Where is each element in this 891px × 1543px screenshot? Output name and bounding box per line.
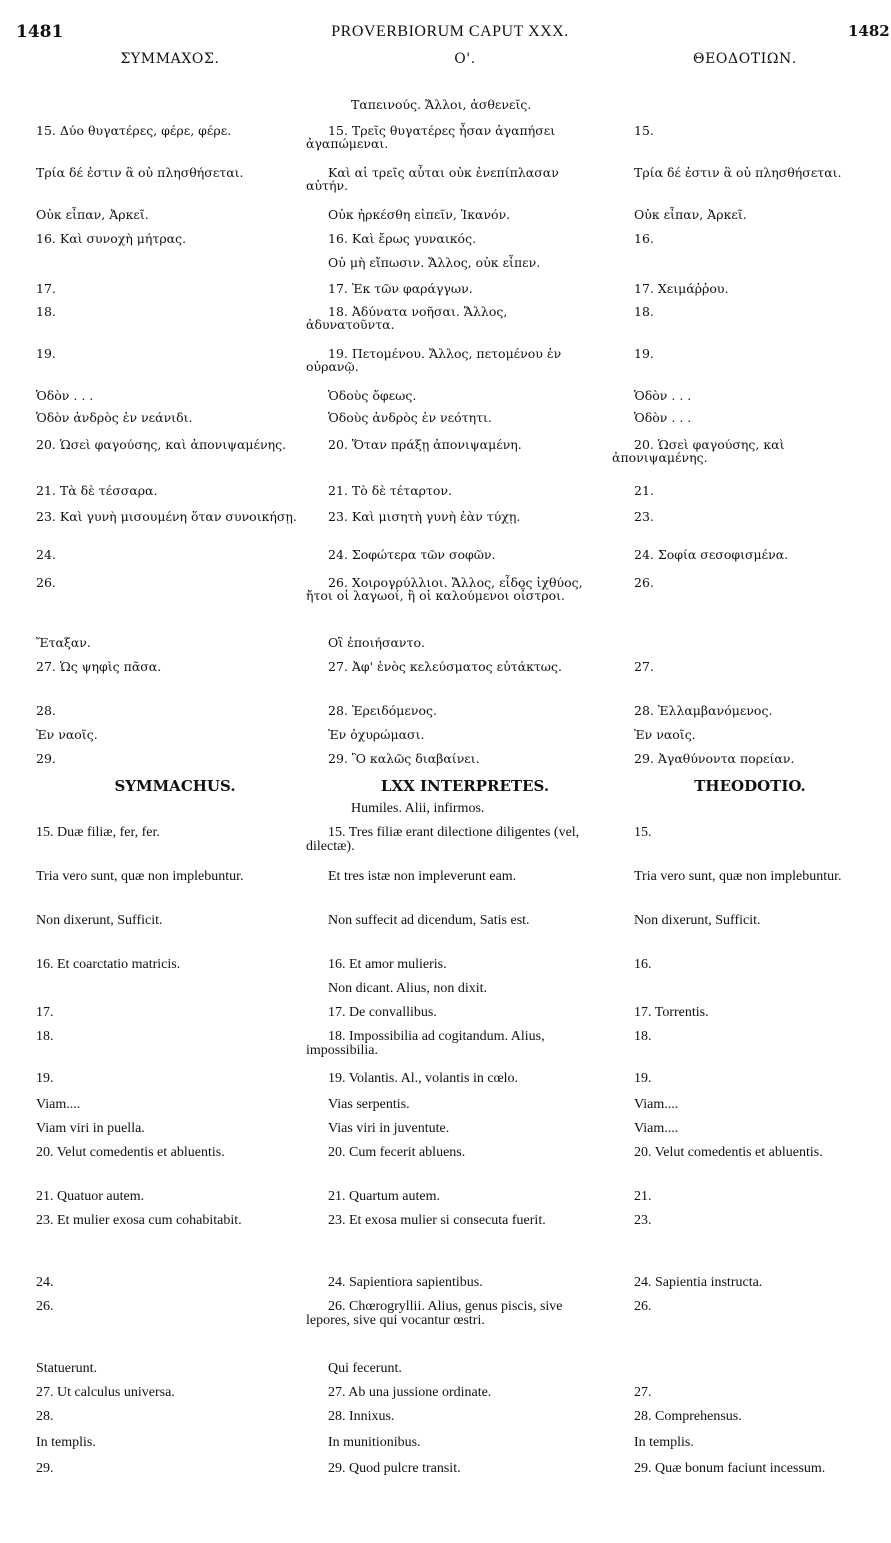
greek-theodotion-verse: Οὐκ εἶπαν, Ἀρκεῖ. <box>634 207 747 222</box>
greek-symmachus-verse: 24. <box>36 547 56 562</box>
latin-lxx-verse: 19. Volantis. Al., volantis in cœlo. <box>328 1071 519 1086</box>
latin-symmachus-verse: 18. <box>36 1029 54 1044</box>
latin-lxx-verse: 21. Quartum autem. <box>328 1189 440 1204</box>
latin-theodotion-verse: 17. Torrentis. <box>634 1005 709 1020</box>
latin-symmachus-verse: 23. Et mulier exosa cum cohabitabit. <box>36 1213 242 1228</box>
latin-theodotion-verse: 27. <box>634 1385 652 1400</box>
latin-lxx-verse: Vias viri in juventute. <box>328 1121 450 1136</box>
greek-theodotion-verse: 19. <box>634 346 654 361</box>
greek-lxx-verse: Οὐκ ἠρκέσθη εἰπεῖν, Ἱκανόν. <box>328 207 511 222</box>
latin-symmachus-verse: 15. Duæ filiæ, fer, fer. <box>36 825 160 840</box>
latin-lxx-verse: 17. De convallibus. <box>328 1005 437 1020</box>
latin-symmachus-verse: 17. <box>36 1005 54 1020</box>
latin-symmachus-verse: 29. <box>36 1461 54 1476</box>
greek-symmachus-verse: 16. Καὶ συνοχὴ μήτρας. <box>36 231 187 246</box>
latin-head-symmachus: SYMMACHUS. <box>114 777 236 795</box>
latin-lxx-verse: 24. Sapientiora sapientibus. <box>328 1275 483 1290</box>
latin-lxx-verse: Vias serpentis. <box>328 1097 410 1112</box>
greek-lxx-verse: 20. Ὅταν πράξῃ ἀπονιψαμένη. <box>328 437 522 452</box>
greek-symmachus-verse: 18. <box>36 304 56 319</box>
latin-symmachus-verse: 26. <box>36 1299 54 1314</box>
greek-lxx-verse: 18. Ἀδύνατα νοῆσαι. Ἄλλος, ἀδυνατοῦντα. <box>306 304 508 332</box>
greek-head-theodotion: ΘΕΟΔΟΤΙΩΝ. <box>693 51 797 67</box>
latin-lxx-verse: 23. Et exosa mulier si consecuta fuerit. <box>328 1213 546 1228</box>
latin-theodotion-verse: 19. <box>634 1071 652 1086</box>
greek-symmachus-verse: 23. Καὶ γυνὴ μισουμένη ὅταν συνοικήσῃ. <box>36 509 297 524</box>
greek-symmachus-verse: Ὁδὸν . . . <box>36 388 94 403</box>
latin-theodotion-verse: 24. Sapientia instructa. <box>634 1275 763 1290</box>
greek-lxx-verse: 21. Τὸ δὲ τέταρτον. <box>328 483 453 498</box>
greek-theodotion-verse: 28. Ἐλλαμβανόμενος. <box>634 703 773 718</box>
greek-lxx-verse: Καὶ αἱ τρεῖς αὗται οὐκ ἐνεπίπλασαν αὐτήν. <box>306 165 559 193</box>
latin-theodotion-verse: 26. <box>634 1299 652 1314</box>
greek-lxx-verse: 26. Χοιρογρύλλιοι. Ἄλλος, εἶδος ἰχθύος, ἤτοι οἱ λαγωοί, ἢ οἱ καλούμενοι οἶστροι. <box>306 575 583 603</box>
latin-lxx-verse: In munitionibus. <box>328 1435 421 1450</box>
latin-theodotion-verse: 21. <box>634 1189 652 1204</box>
latin-theodotion-verse: 28. Comprehensus. <box>634 1409 742 1424</box>
greek-theodotion-verse: Ἐν ναοῖς. <box>634 727 696 742</box>
greek-symmachus-verse: 26. <box>36 575 56 590</box>
greek-symmachus-verse: 29. <box>36 751 56 766</box>
page-number-right: 1482 <box>848 22 890 40</box>
greek-symmachus-verse: Ἔταξαν. <box>36 635 91 650</box>
greek-symmachus-verse: Ἐν ναοῖς. <box>36 727 98 742</box>
greek-theodotion-verse: 26. <box>634 575 654 590</box>
latin-symmachus-verse: 16. Et coarctatio matricis. <box>36 957 181 972</box>
latin-head-lxx: LXX INTERPRETES. <box>380 777 550 795</box>
latin-lxx-verse: 28. Innixus. <box>328 1409 395 1424</box>
latin-symmachus-verse: Non dixerunt, Sufficit. <box>36 913 163 928</box>
latin-symmachus-verse: Tria vero sunt, quæ non implebuntur. <box>36 869 244 884</box>
greek-symmachus-verse: Τρία δέ ἐστιν ἃ οὐ πλησθήσεται. <box>36 165 244 180</box>
latin-lxx-verse: 16. Et amor mulieris. <box>328 957 447 972</box>
greek-symmachus-verse: 15. Δύο θυγατέρες, φέρε, φέρε. <box>36 123 232 138</box>
latin-theodotion-verse: 15. <box>634 825 652 840</box>
latin-lxx-verse: Non dicant. Alius, non dixit. <box>328 981 488 996</box>
latin-lxx-verse: 15. Tres filiæ erant dilectione diligentes (vel, dilectæ). <box>306 825 580 854</box>
greek-lxx-verse: 27. Ἀφ' ἑνὸς κελεύσματος εὐτάκτως. <box>328 659 562 674</box>
greek-lxx-verse: Ὁδοὺς ὄφεως. <box>328 388 417 403</box>
page-number-left: 1481 <box>16 22 64 42</box>
greek-lxx-verse: Ἐν ὀχυρώμασι. <box>328 727 425 742</box>
greek-lxx-verse: 17. Ἐκ τῶν φαράγγων. <box>328 281 473 296</box>
latin-theodotion-verse: 23. <box>634 1213 652 1228</box>
greek-symmachus-verse: 21. Τὰ δὲ τέσσαρα. <box>36 483 158 498</box>
latin-lxx-verse: Et tres istæ non impleverunt eam. <box>328 869 517 884</box>
greek-head-lxx: Ο'. <box>454 51 476 67</box>
latin-symmachus-verse: 27. Ut calculus universa. <box>36 1385 175 1400</box>
latin-lxx-verse: 27. Ab una jussione ordinate. <box>328 1385 492 1400</box>
latin-lxx-top-line: Humiles. Alii, infirmos. <box>351 801 485 816</box>
greek-lxx-verse: 23. Καὶ μισητὴ γυνὴ ἐὰν τύχῃ. <box>328 509 521 524</box>
latin-head-theodotion: THEODOTIO. <box>694 777 806 795</box>
latin-lxx-verse: 29. Quod pulcre transit. <box>328 1461 461 1476</box>
greek-theodotion-verse: 17. Χειμάῤῥου. <box>634 281 729 296</box>
greek-head-symmachus: ΣΥΜΜΑΧΟΣ. <box>120 51 220 67</box>
greek-symmachus-verse: Οὐκ εἶπαν, Ἀρκεῖ. <box>36 207 149 222</box>
greek-symmachus-verse: 19. <box>36 346 56 361</box>
greek-lxx-verse: Οἳ ἐποιήσαντο. <box>328 635 425 650</box>
greek-theodotion-verse: Ὁδὸν . . . <box>634 388 692 403</box>
greek-lxx-verse: 29. Ὃ καλῶς διαβαίνει. <box>328 751 480 766</box>
greek-theodotion-verse: 23. <box>634 509 654 524</box>
greek-theodotion-verse: 27. <box>634 659 654 674</box>
latin-theodotion-verse: Tria vero sunt, quæ non implebuntur. <box>634 869 842 884</box>
latin-theodotion-verse: Non dixerunt, Sufficit. <box>634 913 761 928</box>
latin-theodotion-verse: Viam.... <box>634 1121 679 1136</box>
running-title: PROVERBIORUM CAPUT XXX. <box>331 23 569 40</box>
greek-symmachus-verse: 17. <box>36 281 56 296</box>
greek-lxx-top-line: Ταπεινούς. Ἄλλοι, ἀσθενεῖς. <box>351 97 532 112</box>
latin-symmachus-verse: Viam.... <box>36 1097 81 1112</box>
latin-lxx-verse: 18. Impossibilia ad cogitandum. Alius, impossibilia. <box>306 1029 545 1058</box>
greek-lxx-verse: 28. Ἐρειδόμενος. <box>328 703 437 718</box>
greek-lxx-verse: 15. Τρεῖς θυγατέρες ἦσαν ἀγαπήσει ἀγαπώμεναι. <box>306 123 556 151</box>
latin-lxx-verse: Non suffecit ad dicendum, Satis est. <box>328 913 530 928</box>
greek-theodotion-verse: 21. <box>634 483 654 498</box>
latin-theodotion-verse: Viam.... <box>634 1097 679 1112</box>
latin-symmachus-verse: 21. Quatuor autem. <box>36 1189 145 1204</box>
greek-theodotion-verse: 20. Ὡσεὶ φαγούσης, καὶ ἀπονιψαμένης. <box>612 437 785 465</box>
greek-theodotion-verse: Τρία δέ ἐστιν ἃ οὐ πλησθήσεται. <box>634 165 842 180</box>
greek-symmachus-verse: 27. Ὡς ψηφὶς πᾶσα. <box>36 659 162 674</box>
greek-lxx-verse: Ὁδοὺς ἀνδρὸς ἐν νεότητι. <box>328 410 492 425</box>
latin-theodotion-verse: In templis. <box>634 1435 694 1450</box>
greek-symmachus-verse: 28. <box>36 703 56 718</box>
latin-theodotion-verse: 20. Velut comedentis et abluentis. <box>634 1145 823 1160</box>
greek-lxx-verse: 16. Καὶ ἔρως γυναικός. <box>328 231 477 246</box>
greek-symmachus-verse: 20. Ὡσεὶ φαγούσης, καὶ ἀπονιψαμένης. <box>36 437 287 452</box>
greek-theodotion-verse: 15. <box>634 123 654 138</box>
latin-theodotion-verse: 29. Quæ bonum faciunt incessum. <box>634 1461 826 1476</box>
latin-theodotion-verse: 16. <box>634 957 652 972</box>
greek-lxx-verse: Οὐ μὴ εἴπωσιν. Ἄλλος, οὐκ εἶπεν. <box>328 255 541 270</box>
latin-lxx-verse: 26. Chœrogryllii. Alius, genus piscis, sive lepores, sive qui vocantur œstri. <box>306 1299 563 1328</box>
latin-symmachus-verse: 19. <box>36 1071 54 1086</box>
latin-symmachus-verse: In templis. <box>36 1435 96 1450</box>
greek-theodotion-verse: 29. Ἀγαθύνοντα πορείαν. <box>634 751 795 766</box>
greek-theodotion-verse: 24. Σοφία σεσοφισμένα. <box>634 547 789 562</box>
greek-lxx-verse: 19. Πετομένου. Ἄλλος, πετομένου ἐν οὐρανῷ. <box>306 346 562 374</box>
greek-theodotion-verse: 18. <box>634 304 654 319</box>
latin-lxx-verse: 20. Cum fecerit abluens. <box>328 1145 466 1160</box>
latin-theodotion-verse: 18. <box>634 1029 652 1044</box>
latin-lxx-verse: Qui fecerunt. <box>328 1361 402 1376</box>
latin-symmachus-verse: Viam viri in puella. <box>36 1121 145 1136</box>
latin-symmachus-verse: Statuerunt. <box>36 1361 98 1376</box>
latin-symmachus-verse: 20. Velut comedentis et abluentis. <box>36 1145 225 1160</box>
greek-theodotion-verse: 16. <box>634 231 654 246</box>
greek-theodotion-verse: Ὁδὸν . . . <box>634 410 692 425</box>
latin-symmachus-verse: 24. <box>36 1275 54 1290</box>
greek-lxx-verse: 24. Σοφώτερα τῶν σοφῶν. <box>328 547 496 562</box>
greek-symmachus-verse: Ὁδὸν ἀνδρὸς ἐν νεάνιδι. <box>36 410 193 425</box>
latin-symmachus-verse: 28. <box>36 1409 54 1424</box>
